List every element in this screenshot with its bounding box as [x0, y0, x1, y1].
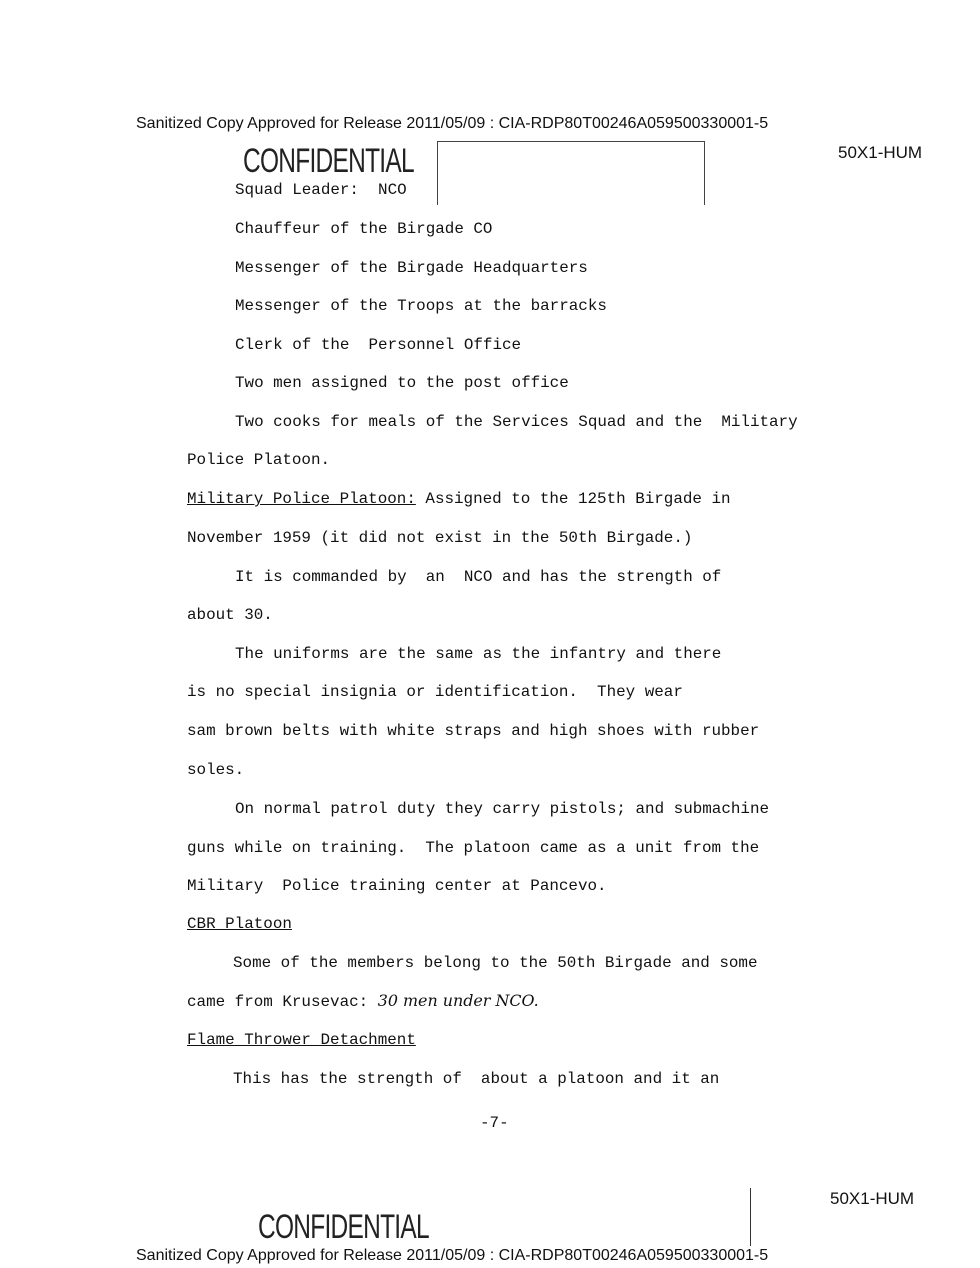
marking-header: 50X1-HUM [838, 143, 923, 162]
text-line: Police Platoon. [187, 451, 331, 469]
text-line: November 1959 (it did not exist in the 50th Birgade.) [187, 529, 693, 547]
footer-divider [750, 1188, 751, 1246]
text-span: came from Krusevac: [187, 993, 378, 1011]
section-heading-flame-thrower: Flame Thrower Detachment [187, 1031, 416, 1049]
text-line: Messenger of the Troops at the barracks [235, 297, 607, 315]
confidential-stamp-top: CONFIDENTIAL [243, 142, 414, 180]
text-line [187, 991, 539, 1012]
text-line: Chauffeur of the Birgade CO [235, 220, 493, 238]
page-number: -7- [480, 1114, 509, 1132]
text-line: soles. [187, 761, 245, 779]
text-span: Assigned to the 125th Birgade in [415, 490, 731, 508]
text-line: Two men assigned to the post office [235, 374, 569, 392]
text-line: This has the strength of about a platoon and it an [233, 1070, 720, 1088]
text-line: Squad Leader: NCO [235, 181, 407, 199]
release-line-header: Sanitized Copy Approved for Release 2011/05/09 : CIA-RDP80T00246A059500330001-5 [136, 115, 769, 132]
release-line-footer: Sanitized Copy Approved for Release 2011/05/09 : CIA-RDP80T00246A059500330001-5 [136, 1247, 769, 1264]
text-line: Clerk of the Personnel Office [235, 336, 522, 354]
text-line: It is commanded by an NCO and has the strength of [235, 568, 722, 586]
text-line: Messenger of the Birgade Headquarters [235, 259, 588, 277]
text-line [187, 489, 731, 509]
text-line: guns while on training. The platoon came as a unit from the [187, 839, 760, 857]
text-line: Military Police training center at Pancevo. [187, 877, 607, 895]
marking-footer: 50X1-HUM [830, 1189, 915, 1208]
text-line: sam brown belts with white straps and high shoes with rubber [187, 722, 760, 740]
text-line: On normal patrol duty they carry pistols; and submachine [235, 800, 770, 818]
section-heading-military-police: Military Police Platoon: [187, 490, 416, 508]
text-line: is no special insignia or identification. They wear [187, 683, 683, 701]
confidential-stamp-bottom: CONFIDENTIAL [258, 1208, 429, 1246]
text-line: Two cooks for meals of the Services Squad and the Military [235, 413, 798, 431]
handwritten-note: 30 men under NCO. [377, 991, 539, 1010]
text-line: about 30. [187, 606, 273, 624]
text-line: Some of the members belong to the 50th Birgade and some [233, 954, 758, 972]
section-heading-cbr: CBR Platoon [187, 915, 292, 933]
redaction-box [437, 141, 705, 205]
text-line: The uniforms are the same as the infantry and there [235, 645, 722, 663]
